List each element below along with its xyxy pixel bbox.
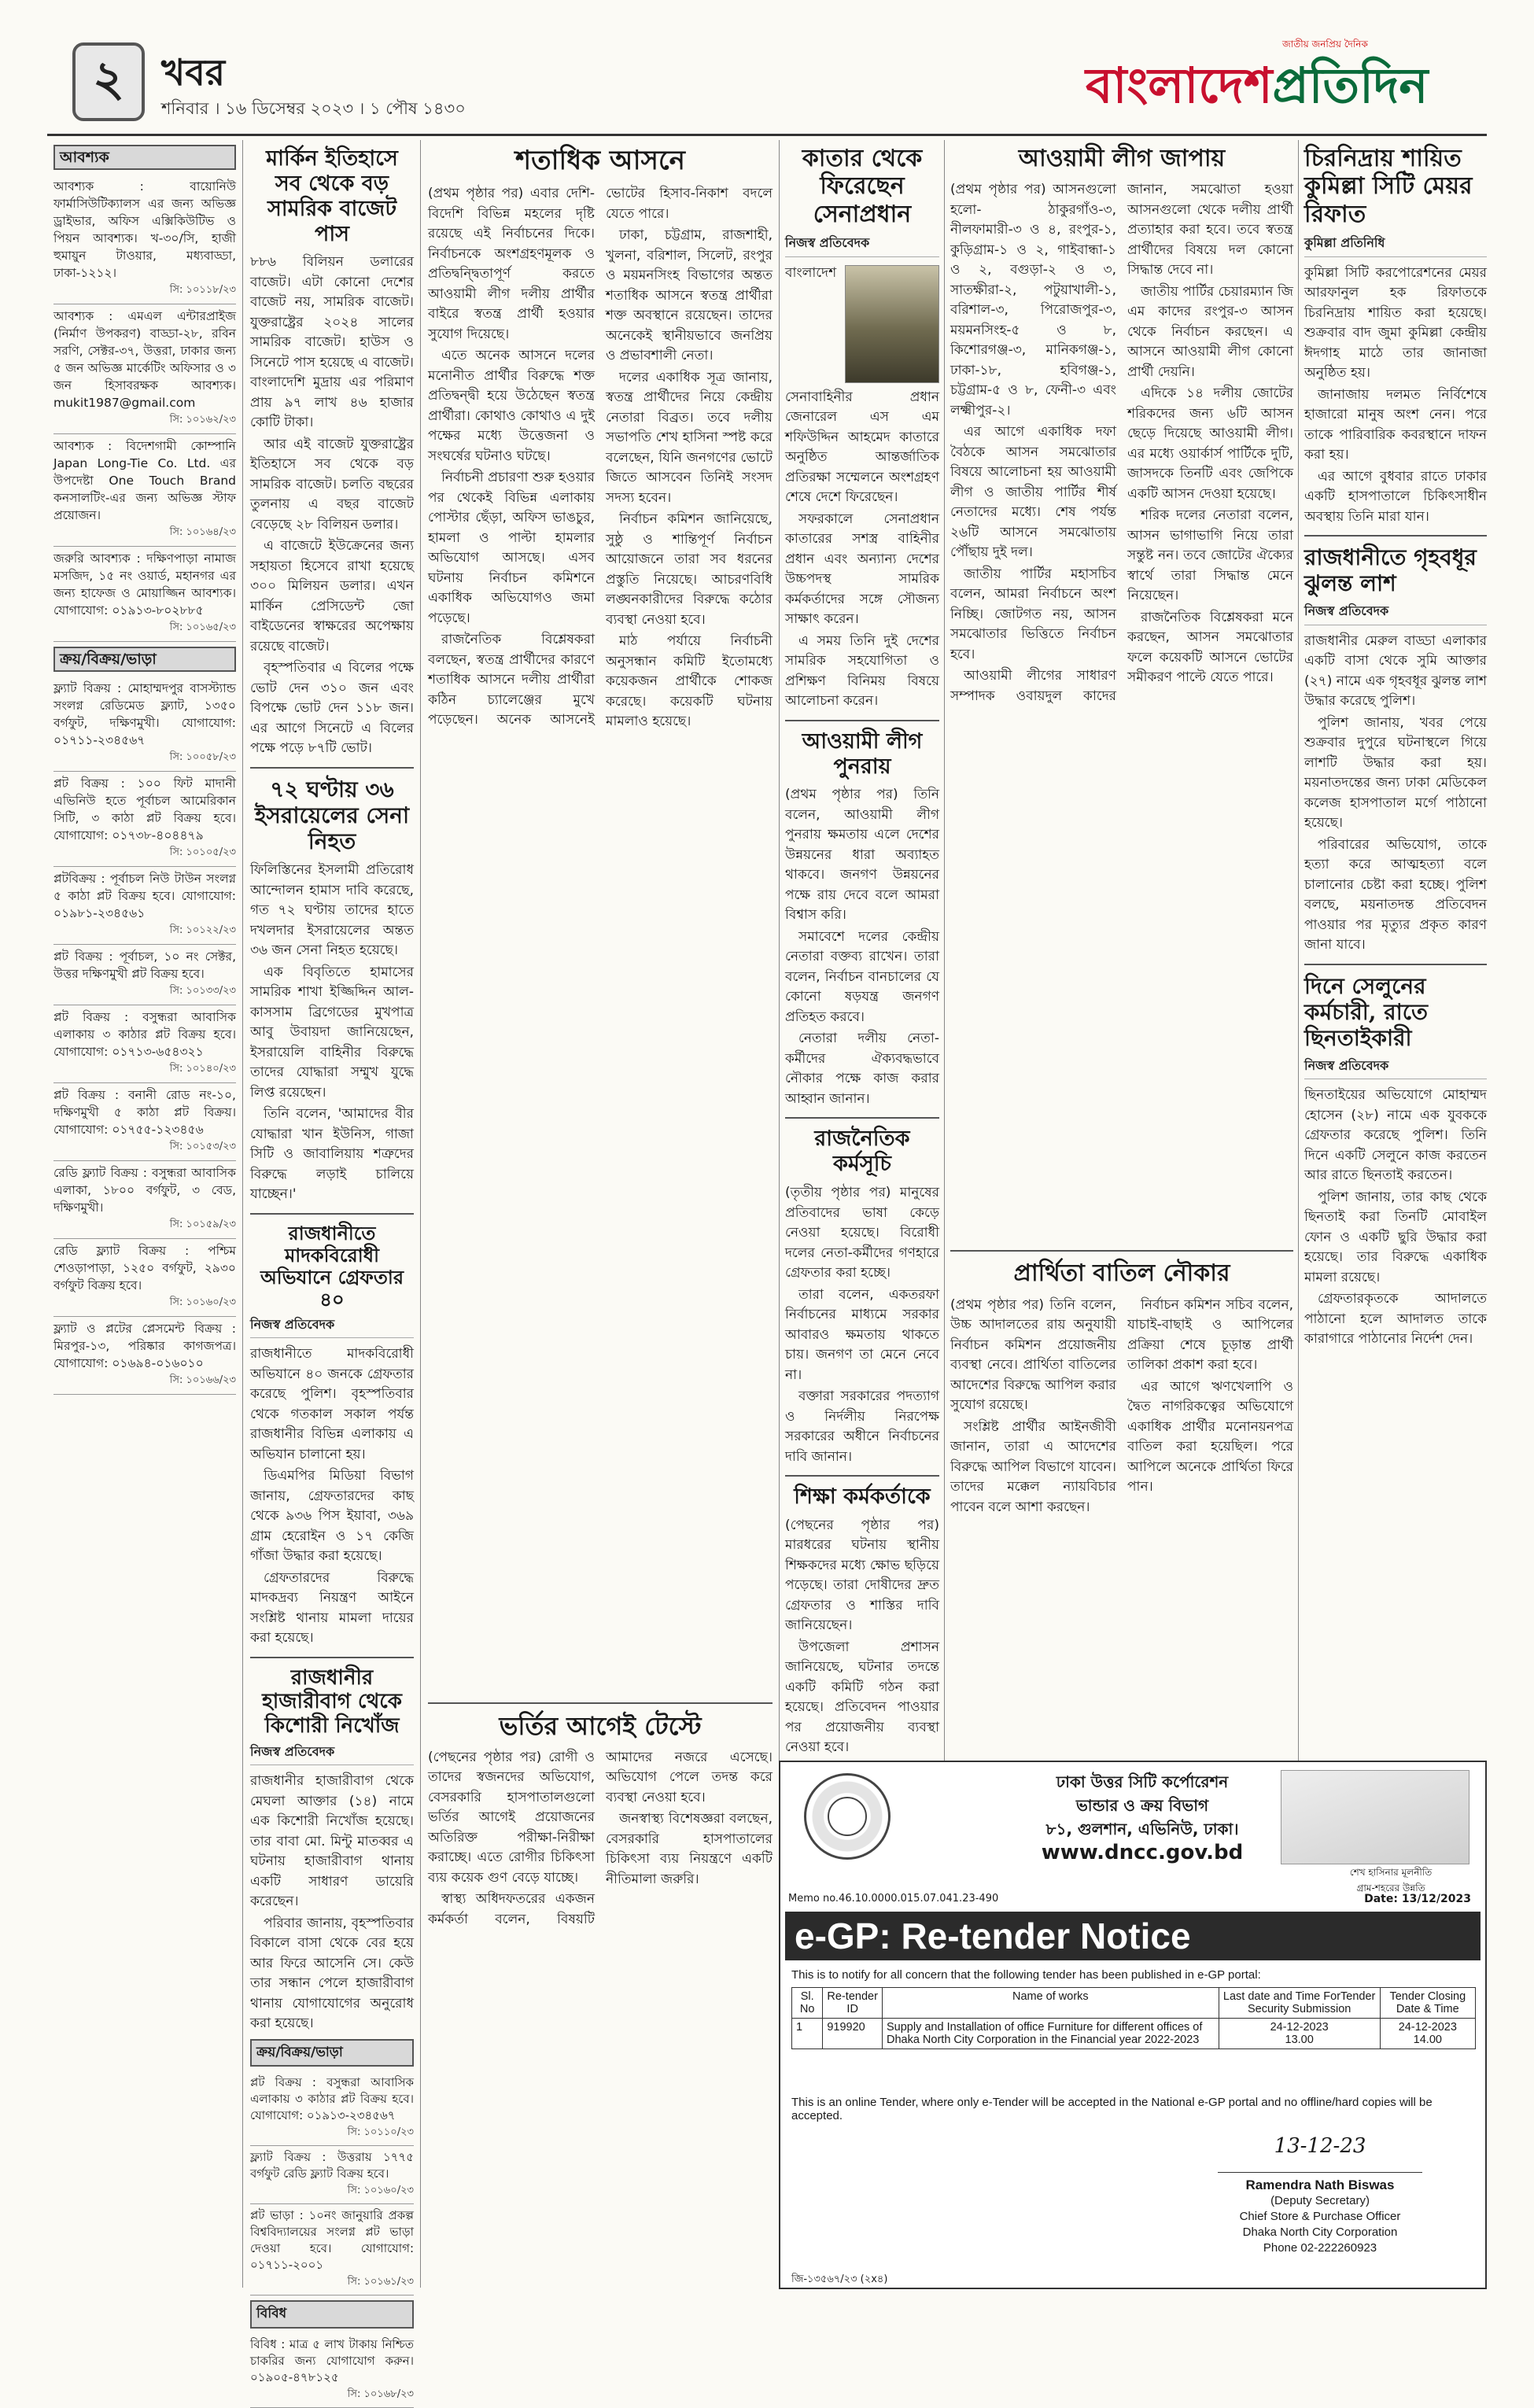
article-paragraph: (প্রথম পৃষ্ঠার পর) তিনি বলেন, আওয়ামী লীগ পুনরায় ক্ষমতায় এলে দেশের উন্নয়নের ধারা অব্যাহত থাকবে। জনগণ উন্নয়নের পক্ষে রায় দেবে বলে আমরা বিশ্বাস করি। bbox=[785, 787, 939, 924]
notice-date: Date: 13/12/2023 bbox=[1364, 1893, 1471, 1905]
classified-ad bbox=[250, 2204, 414, 2296]
section-title: খবর bbox=[161, 51, 226, 94]
classified-code: সি: ১০১২২/২৩ bbox=[169, 924, 236, 936]
tender-title: e-GP: Re-tender Notice bbox=[785, 1912, 1481, 1960]
classified-ad bbox=[53, 1317, 236, 1395]
classified-code: সি: ১০০৫৮/২৩ bbox=[169, 751, 236, 763]
article-paragraph: নির্বাচন কমিশন জানিয়েছে, সুষ্ঠু ও শান্তিপূর্ণ নির্বাচন আয়োজনে তারা সব ধরনের প্রস্তুতি নিয়েছে। আচরণবিধি লঙ্ঘনকারীদের বিরুদ্ধে কঠোর ব্যবস্থা নেওয়া হবে। bbox=[606, 511, 773, 628]
classified-code: সি: ১০১৬০/২৩ bbox=[347, 2185, 414, 2197]
article-body bbox=[250, 1772, 414, 2034]
divider bbox=[250, 1213, 414, 1215]
ad-reference: জি-১৩৫৬৭/২৩ (২x৪) bbox=[791, 2273, 888, 2285]
classified-text: প্লটবিক্রয় : পূর্বাচল নিউ টাউন সংলগ্ন ৫ কাঠা প্লট বিক্রয় হবে। যোগাযোগ: ০১৯৮১-২৩৪৫৬১ bbox=[53, 872, 236, 920]
article-paragraph: কুমিল্লা সিটি করপোরেশনের মেয়র আরফানুল হক রিফাতকে চিরনিদ্রায় শায়িত করা হয়েছে। শুক্রবার বাদ জুমা কুমিল্লা কেন্দ্রীয় ঈদগাহ মাঠে তার জানাজা অনুষ্ঠিত হয়। bbox=[1304, 264, 1487, 382]
classified-code: সি: ১০১৬৮/২৩ bbox=[347, 2388, 414, 2400]
tender-intro: This is to notify for all concern that the following tender has been published in e-GP portal: bbox=[791, 1968, 1261, 1982]
article-paragraph: স্বাস্থ্য অধিদফতরের একজন কর্মকর্তা বলেন, বিষয়টি আমাদের নজরে এসেছে। অভিযোগ পেলে তদন্ত করে ব্যবস্থা নেওয়া হবে। bbox=[428, 1749, 773, 1927]
article-paragraph: সমাবেশে দলের কেন্দ্রীয় নেতারা বক্তব্য রাখেন। তারা বলেন, নির্বাচন বানচালের যে কোনো ষড়যন্ত্র জনগণ প্রতিহত করবে। bbox=[785, 928, 939, 1025]
article-paragraph: গ্রেফতারদের বিরুদ্ধে মাদকদ্রব্য নিয়ন্ত্রণ আইনে সংশ্লিষ্ট থানায় মামলা দায়ের করা হয়েছে। bbox=[250, 1569, 414, 1647]
tender-column-header: Last date and Time ForTender Security Submission bbox=[1219, 1988, 1380, 2019]
article-body bbox=[1304, 632, 1487, 956]
column-divider bbox=[1298, 140, 1299, 1761]
org-name: ঢাকা উত্তর সিটি কর্পোরেশন bbox=[1056, 1772, 1229, 1791]
article-body bbox=[250, 253, 414, 759]
classified-text: রেডি ফ্ল্যাট বিক্রয় : পশ্চিম শেওড়াপাড়া, ১২৫০ বর্গফুট, ২৯৩০ বর্গফুট বিক্রয় হবে। bbox=[53, 1244, 236, 1293]
article-body bbox=[785, 785, 939, 1109]
classified-text: প্লট বিক্রয় : পূর্বাচল, ১০ নং সেক্টর, উত্তর দক্ষিণমুখী প্লট বিক্রয় হবে। bbox=[53, 950, 236, 981]
article-paragraph: রাজনৈতিক বিশ্লেষকরা বলছেন, স্বতন্ত্র প্রার্থীদের কারণে শতাধিক আসনে দলীয় প্রার্থীরা কঠিন চ্যালেঞ্জের মুখে পড়েছেন। অনেক আসনেই ভোটের হিসাব-নিকাশ বদলে যেতে পারে। bbox=[428, 186, 773, 728]
article-paragraph: এদিকে ১৪ দলীয় জোটের শরিকদের জন্য ৬টি আসন ছেড়ে দিয়েছে আওয়ামী লীগ। এর মধ্যে ওয়ার্কার্স পার্টিকে দুটি, জাসদকে তিনটি এবং জেপিকে একটি আসন দেওয়া হয়েছে। bbox=[1127, 385, 1293, 502]
classified-ad bbox=[53, 1161, 236, 1239]
divider bbox=[250, 767, 414, 769]
article-paragraph: জাতীয় পার্টির মহাসচিব বলেন, আমরা নির্বাচনে অংশ নিচ্ছি। জোটগত নয়, আসন সমঝোতার ভিত্তিতে নির্বাচন হবে। bbox=[950, 566, 1116, 662]
classified-code: সি: ১০১৬৪/২৩ bbox=[169, 526, 236, 538]
pm-photo bbox=[1281, 1770, 1469, 1864]
signature-block bbox=[1186, 2134, 1454, 2256]
classified-text: ফ্ল্যাট ও প্লটের প্লেসমেন্ট বিক্রয় : মিরপুর-১৩, পরিষ্কার কাগজপত্র। যোগাযোগ: ০১৬৯৪-০১৬০১০ bbox=[53, 1322, 236, 1370]
tender-column-header: Tender Closing Date & Time bbox=[1380, 1988, 1475, 2019]
dncc-seal-icon bbox=[804, 1773, 891, 1860]
brand-name-part2: প্রতিদিন bbox=[1272, 57, 1429, 114]
column-6 bbox=[1304, 140, 1487, 1761]
article-paragraph: বৃহস্পতিবার এ বিলের পক্ষে ভোট দেন ৩১০ জন এবং বিপক্ষে ভোট দেন ১১৮ জন। এর আগে সিনেটে এ বিলের পক্ষে পড়ে ৮৭টি ভোট। bbox=[250, 660, 414, 757]
article-body bbox=[785, 1183, 939, 1467]
article-paragraph: রাজনৈতিক বিশ্লেষকরা মনে করছেন, আসন সমঝোতার ফলে কয়েকটি আসনে ভোটের সমীকরণ পাল্টে যেতে পারে। bbox=[1127, 609, 1293, 686]
divider bbox=[950, 1250, 1293, 1252]
signer-title: Chief Store & Purchase Officer bbox=[1239, 2210, 1401, 2223]
divider bbox=[1304, 535, 1487, 537]
signature: 13-12-23 bbox=[1218, 2138, 1422, 2173]
article-paragraph: রাজধানীতে মাদকবিরোধী অভিযানে ৪০ জনকে গ্রেফতার করেছে পুলিশ। বৃহস্পতিবার থেকে গতকাল সকাল পর্যন্ত রাজধানীর বিভিন্ন এলাকায় এ অভিযান চালানো হয়। bbox=[250, 1346, 414, 1462]
article-paragraph: উপজেলা প্রশাসন জানিয়েছে, ঘটনার তদন্তে একটি কমিটি গঠন করা হয়েছে। প্রতিবেদন পাওয়ার পর প্রয়োজনীয় ব্যবস্থা নেওয়া হবে। bbox=[785, 1639, 939, 1756]
table-cell: Supply and Installation of office Furniture for different offices of Dhaka North City Corporation in the Financial year 2022-2023 bbox=[882, 2019, 1219, 2049]
table-cell: 24-12-2023 14.00 bbox=[1380, 2019, 1475, 2049]
headline-us-budget: মার্কিন ইতিহাসে সব থেকে বড় সামরিক বাজেট পাস bbox=[266, 146, 398, 246]
table-row bbox=[792, 2019, 1476, 2049]
org-address: ৮১, গুলশান, এভিনিউ, ঢাকা। bbox=[1045, 1820, 1239, 1838]
article-paragraph: জাতীয় পার্টির চেয়ারম্যান জি এম কাদের রংপুর-৩ আসন থেকে নির্বাচন করছেন। এ আসনে আওয়ামী লীগ কোনো প্রার্থী দেয়নি। bbox=[1127, 283, 1293, 380]
headline-army-chief: কাতার থেকে ফিরেছেন সেনাপ্রধান bbox=[802, 145, 923, 228]
column-4 bbox=[785, 140, 939, 1761]
classified-code: সি: ১০১১০/২৩ bbox=[347, 2126, 414, 2139]
classified-code: সি: ১০১৫৩/২৩ bbox=[169, 1141, 236, 1152]
tender-column-header: Re-tender ID bbox=[823, 1988, 883, 2019]
article-paragraph: এক বিবৃতিতে হামাসের সামরিক শাখা ইজ্জিদ্দিন আল-কাসসাম ব্রিগেডের মুখপাত্র আবু উবায়দা জানিয়েছেন, ইসরায়েলি বাহিনীর বিরুদ্ধে তাদের যোদ্ধারা সম্মুখ যুদ্ধে লিপ্ত রয়েছেন। bbox=[250, 964, 414, 1101]
column-divider bbox=[944, 140, 945, 1761]
classified-text: ফ্ল্যাট বিক্রয় : উত্তরায় ১৭৭৫ বর্গফুট রেডি ফ্ল্যাট বিক্রয় হবে। bbox=[250, 2150, 414, 2181]
classified-ad bbox=[250, 2333, 414, 2408]
classified-code: সি: ১০১৬০/২৩ bbox=[169, 1296, 236, 1308]
article-paragraph: তিনি বলেন, 'আমাদের বীর যোদ্ধারা খান ইউনিস, গাজা সিটি ও জাবালিয়ায় শত্রুদের বিরুদ্ধে লড়াই চালিয়ে যাচ্ছেন।' bbox=[250, 1106, 414, 1203]
article-body bbox=[250, 861, 414, 1205]
article-paragraph: (পেছনের পৃষ্ঠার পর) রোগী ও তাদের স্বজনদের অভিযোগ, বেসরকারি হাসপাতালগুলো ভর্তির আগেই প্রয়োজনের অতিরিক্ত পরীক্ষা-নিরীক্ষা করাচ্ছে। এতে রোগীর চিকিৎসা ব্যয় কয়েক গুণ বেড়ে যাচ্ছে। bbox=[428, 1749, 595, 1886]
article-paragraph: গ্রেফতারকৃতকে আদালতে পাঠানো হলে আদালত তাকে কারাগারে পাঠানোর নির্দেশ দেন। bbox=[1304, 1291, 1487, 1348]
classified-ad bbox=[53, 677, 236, 772]
article-paragraph: ৮৮৬ বিলিয়ন ডলারের বাজেট। এটা কোনো দেশের বাজেট নয়, সামরিক বাজেট। যুক্তরাষ্ট্রের ২০২৪ সালের সামরিক বাজেট। হাউস ও সিনেটে পাস হয়েছে এ বাজেট। বাংলাদেশি মুদ্রায় এর পরিমাণ প্রায় ৯৭ লাখ ৪৬ হাজার কোটি টাকা। bbox=[250, 254, 414, 431]
article-paragraph: (পেছনের পৃষ্ঠার পর) মারধরের ঘটনায় স্থানীয় শিক্ষকদের মধ্যে ক্ষোভ ছড়িয়ে পড়েছে। তারা দোষীদের দ্রুত গ্রেফতার ও শাস্তির দাবি জানিয়েছেন। bbox=[785, 1517, 939, 1634]
headline-comilla-mayor: চিরনিদ্রায় শায়িত কুমিল্লা সিটি মেয়র রিফাত bbox=[1304, 145, 1473, 228]
classifieds-column bbox=[53, 140, 236, 2288]
headline-education-officer: শিক্ষা কর্মকর্তাকে bbox=[794, 1484, 931, 1510]
article-body bbox=[428, 184, 773, 1694]
article-paragraph: নির্বাচনী প্রচারণা শুরু হওয়ার পর থেকেই বিভিন্ন এলাকায় পোস্টার ছেঁড়া, অফিস ভাঙচুর, হামলা ও পাল্টা হামলার অভিযোগ আসছে। এসব ঘটনায় নির্বাচন কমিশনে একাধিক অভিযোগও জমা পড়েছে। bbox=[428, 470, 595, 626]
headline-missing-girl: রাজধানীর হাজারীবাগ থেকে কিশোরী নিখোঁজ bbox=[262, 1665, 402, 1739]
divider bbox=[428, 1702, 773, 1704]
classified-text: আবশ্যক : বিদেশগামী কোম্পানি Japan Long-Tie Co. Ltd. এর উপদেষ্টা One Touch Brand কনসালটিং-এর জন্য অভিজ্ঞ স্টাফ প্রয়োজন। bbox=[53, 439, 236, 522]
classified-text: আবশ্যক : এমএল এন্টারপ্রাইজ (নির্মাণ উপকরণ) বাড্ডা-২৮, রবিন সরণি, সেক্টর-৩৭, উত্তরা, ঢাকার জন্য ৫ জন অভিজ্ঞ মার্কেটিং অফিসার ও ৩ জন হিসাবরক্ষক আবশ্যক। mukit1987@gmail.com bbox=[53, 309, 236, 410]
org-department: ভান্ডার ও ক্রয় বিভাগ bbox=[1075, 1796, 1209, 1815]
signer-phone: Phone 02-222260923 bbox=[1263, 2241, 1377, 2255]
headline-candidacy-cancelled: প্রার্থিতা বাতিল নৌকার bbox=[1013, 1259, 1230, 1288]
classified-text: প্লট ভাড়া : ১০নং জানুয়ারি প্রকল্প বিশ্ববিদ্যালয়ের সংলগ্ন প্লট ভাড়া দেওয়া হবে। যোগাযোগ: ০১৭১১-২০০১ bbox=[250, 2208, 414, 2273]
tender-org-block bbox=[977, 1770, 1307, 1864]
classified-ad bbox=[53, 772, 236, 867]
classified-ad bbox=[53, 1083, 236, 1161]
article-body bbox=[950, 180, 1293, 1242]
divider bbox=[1304, 964, 1487, 965]
article-paragraph: তারা বলেন, একতরফা নির্বাচনের মাধ্যমে সরকার আবারও ক্ষমতায় থাকতে চায়। জনগণ তা মেনে নেবে না। bbox=[785, 1286, 939, 1383]
signer-org: Dhaka North City Corporation bbox=[1242, 2225, 1398, 2239]
article-paragraph: এর আগে ঋণখেলাপি ও দ্বৈত নাগরিকত্বের অভিযোগে একাধিক প্রার্থীর মনোনয়নপত্র বাতিল করা হয়েছিল। পরে আপিলে অনেকে প্রার্থিতা ফিরে পান। bbox=[1127, 1378, 1293, 1495]
tender-table bbox=[791, 1987, 1476, 2049]
classified-code: সি: ১০১৬২/২৩ bbox=[169, 414, 236, 426]
brand-name bbox=[1086, 49, 1428, 130]
divider bbox=[250, 1657, 414, 1658]
article-paragraph: জনস্বাস্থ্য বিশেষজ্ঞরা বলছেন, বেসরকারি হাসপাতালের চিকিৎসা ব্যয় নিয়ন্ত্রণে একটি নীতিমালা জরুরি। bbox=[606, 1811, 773, 1887]
brand-name-part1: বাংলাদেশ bbox=[1086, 57, 1273, 114]
byline: নিজস্ব প্রতিবেদক bbox=[250, 1742, 414, 1766]
article-paragraph: আর এই বাজেট যুক্তরাষ্ট্রের ইতিহাসে সব থেকে বড় সামরিক বাজেট। চলতি বছরের তুলনায় এ বছর বাজেট বেড়েছে ২৮ বিলিয়ন ডলার। bbox=[250, 436, 414, 533]
headline-awami-league-jatiya-party: আওয়ামী লীগ জাপায় bbox=[1018, 145, 1226, 172]
column-3 bbox=[428, 140, 773, 2288]
classified-text: বিবিধ : মাত্র ৫ লাখ টাকায় নিশ্চিত চাকরির জন্য যোগাযোগ করুন। ০১৯০৫-৪৭৮১২৫ bbox=[250, 2336, 414, 2384]
tender-column-header: Sl. No bbox=[792, 1988, 823, 2019]
page-number: ২ bbox=[72, 42, 145, 121]
classified-code: সি: ১০১৩৩/২৩ bbox=[169, 985, 236, 997]
headline-housewife-body: রাজধানীতে গৃহবধূর ঝুলন্ত লাশ bbox=[1304, 544, 1477, 597]
divider bbox=[785, 720, 939, 721]
article-paragraph: সংশ্লিষ্ট প্রার্থীর আইনজীবী জানান, তারা এ আদেশের বিরুদ্ধে আপিল বিভাগে যাবেন। তাদের মক্কেল ন্যায়বিচার পাবেন বলে আশা করছেন। bbox=[950, 1418, 1116, 1515]
classified-ad bbox=[53, 434, 236, 547]
classified-ad bbox=[53, 175, 236, 304]
classified-text: জরুরি আবশ্যক : দক্ষিণপাড়া নামাজ মসজিদ, ১৫ নং ওয়ার্ড, মহানগর এর জন্য হাফেজ ও মোয়াজ্জিন আবশ্যক। যোগাযোগ: ০১৯১৩-৮০২৮৮৫ bbox=[53, 551, 236, 618]
tender-note: This is an online Tender, where only e-Tender will be accepted in the National e-GP portal and no offline/hard copies will be accepted. bbox=[791, 2096, 1433, 2122]
classified-code: সি: ১০১৬৬/২৩ bbox=[169, 1374, 236, 1386]
classified-text: প্লট বিক্রয় : ১০০ ফিট মাদানী এভিনিউ হতে পূর্বাচল আমেরিকান সিটি, ৩ কাঠা প্লট বিক্রয় হবে। যোগাযোগ: ০১৭৩৮-৪০৪৪৭৯ bbox=[53, 776, 236, 843]
dateline: শনিবার । ১৬ ডিসেম্বর ২০২৩ । ১ পৌষ ১৪৩০ bbox=[161, 99, 466, 118]
memo-number: Memo no.46.10.0000.015.07.041.23-490 bbox=[788, 1893, 999, 1905]
column-divider bbox=[242, 140, 243, 2288]
article-paragraph: রাজধানীর মেরুল বাড্ডা এলাকার একটি বাসা থেকে সুমি আক্তার (২৭) নামে এক গৃহবধূর ঝুলন্ত লাশ উদ্ধার করেছে পুলিশ। bbox=[1304, 632, 1487, 710]
classified-ad bbox=[250, 2071, 414, 2146]
tender-notice bbox=[779, 1761, 1487, 2289]
signer-name: Ramendra Nath Biswas bbox=[1245, 2178, 1395, 2192]
classified-heading: আবশ্যক bbox=[53, 145, 236, 170]
article-paragraph: দলের একাধিক সূত্র জানায়, স্বতন্ত্র প্রার্থীদের নিয়ে কেন্দ্রীয় নেতারা বিব্রত। তবে দলীয় সভাপতি শেখ হাসিনা স্পষ্ট করে বলেছেন, যিনি জনগণের ভোটে জিতে আসবেন তিনিই সংসদ সদস্য হবেন। bbox=[606, 369, 773, 506]
article-body bbox=[428, 1748, 773, 1930]
byline: নিজস্ব প্রতিবেদক bbox=[1304, 601, 1487, 625]
article-paragraph: (প্রথম পৃষ্ঠার পর) এবার দেশি-বিদেশি বিভিন্ন মহলের দৃষ্টি রয়েছে এই নির্বাচনের দিকে। নির্বাচনকে অংশগ্রহণমূলক ও প্রতিদ্বন্দ্বিতাপূর্ণ করতে আওয়ামী লীগ দলীয় প্রার্থীর বাইরে স্বতন্ত্র প্রার্থী হওয়ার সুযোগ দিয়েছে। bbox=[428, 186, 595, 342]
article-paragraph: নেতারা দলীয় নেতা-কর্মীদের ঐক্যবদ্ধভাবে নৌকার পক্ষে কাজ করার আহ্বান জানান। bbox=[785, 1031, 939, 1107]
classified-heading: ক্রয়/বিক্রয়/ভাড়া bbox=[53, 647, 236, 672]
classified-ad bbox=[53, 547, 236, 642]
classified-ad bbox=[53, 945, 236, 1005]
classified-code: সি: ১০১৪০/২৩ bbox=[169, 1063, 236, 1075]
article-paragraph: বাংলাদেশ সেনাবাহিনীর প্রধান জেনারেল এস এম শফিউদ্দিন আহমেদ কাতারে অনুষ্ঠিত আন্তর্জাতিক প্রতিরক্ষা সম্মেলনে অংশগ্রহণ শেষে দেশে ফিরেছেন। bbox=[785, 264, 939, 506]
classified-list bbox=[250, 2071, 414, 2296]
newspaper-logo bbox=[1086, 38, 1487, 124]
classified-text: প্লট বিক্রয় : বসুন্ধরা আবাসিক এলাকায় ৩ কাঠার প্লট বিক্রয় হবে। যোগাযোগ: ০১৭১৩-৬৫৪৩২১ bbox=[53, 1010, 236, 1059]
article-paragraph: (প্রথম পৃষ্ঠার পর) আসনগুলো হলো- ঠাকুরগাঁও-৩, নীলফামারী-৩ ও ৪, রংপুর-১, কুড়িগ্রাম-১ ও ২, গাইবান্ধা-১ ও ২, বগুড়া-২ ও ৩, সাতক্ষীরা-২, পটুয়াখালী-১, বরিশাল-৩, পিরোজপুর-৩, ময়মনসিংহ-৫ ও ৮, কিশোরগঞ্জ-৩, মানিকগঞ্জ-১, ঢাকা-১৮, হবিগঞ্জ-১, চট্টগ্রাম-৫ ও ৮, ফেনী-৩ এবং লক্ষ্মীপুর-২। bbox=[950, 182, 1116, 419]
column-divider bbox=[420, 140, 421, 2288]
classified-heading: ক্রয়/বিক্রয়/ভাড়া bbox=[250, 2039, 414, 2067]
divider bbox=[785, 1117, 939, 1119]
classified-ad bbox=[250, 2146, 414, 2204]
column-divider bbox=[779, 140, 780, 1761]
article-paragraph: পরিবারের অভিযোগ, তাকে হত্যা করে আত্মহত্যা বলে চালানোর চেষ্টা করা হচ্ছে। পুলিশ বলছে, ময়নাতদন্ত প্রতিবেদন পাওয়ার পর মৃত্যুর প্রকৃত কারণ জানা যাবে। bbox=[1304, 836, 1487, 953]
article-paragraph: আওয়ামী লীগের সাধারণ সম্পাদক ওবায়দুল কাদের জানান, সমঝোতা হওয়া আসনগুলো থেকে দলীয় প্রার্থী প্রত্যাহার করা হবে। তবে স্বতন্ত্র প্রার্থীদের বিষয়ে দল কোনো সিদ্ধান্ত দেবে না। bbox=[950, 182, 1293, 704]
headline-salon-worker: দিনে সেলুনের কর্মচারী, রাতে ছিনতাইকারী bbox=[1304, 972, 1429, 1051]
byline: নিজস্ব প্রতিবেদক bbox=[1304, 1056, 1487, 1080]
classified-text: ফ্ল্যাট বিক্রয় : মোহাম্মদপুর বাসস্ট্যান্ড সংলগ্ন রেডিমেড ফ্ল্যাট, ১৩৫০ বর্গফুট, দক্ষিণমুখী। যোগাযোগ: ০১৭১১-২৩৪৫৬৭ bbox=[53, 681, 236, 747]
byline: কুমিল্লা প্রতিনিধি bbox=[1304, 233, 1487, 257]
byline: নিজস্ব প্রতিবেদক bbox=[250, 1315, 414, 1339]
classified-code: সি: ১০১১৮/২৩ bbox=[169, 284, 236, 296]
signer-role: (Deputy Secretary) bbox=[1270, 2194, 1370, 2207]
classified-ad bbox=[53, 867, 236, 945]
article-paragraph: এর আগে বুধবার রাতে ঢাকার একটি হাসপাতালে চিকিৎসাধীন অবস্থায় তিনি মারা যান। bbox=[1304, 468, 1487, 525]
article-paragraph: ছিনতাইয়ের অভিযোগে মোহাম্মদ হোসেন (২৮) নামে এক যুবককে গ্রেফতার করেছে পুলিশ। তিনি দিনে একটি সেলুনে কাজ করতেন আর রাতে ছিনতাই করতেন। bbox=[1304, 1087, 1487, 1184]
article-paragraph: নির্বাচন কমিশন সচিব বলেন, যাচাই-বাছাই ও আপিলের প্রক্রিয়া শেষে চূড়ান্ত প্রার্থী তালিকা প্রকাশ করা হবে। bbox=[1127, 1296, 1293, 1374]
classified-ad bbox=[53, 304, 236, 434]
article-paragraph: এ বাজেটে ইউক্রেনের জন্য সহায়তা হিসেবে রাখা হয়েছে ৩০০ মিলিয়ন ডলার। এখন মার্কিন প্রেসিডেন্ট জো বাইডেনের স্বাক্ষরের অপেক্ষায় রয়েছে বাজেট। bbox=[250, 538, 414, 655]
article-paragraph: এতে অনেক আসনে দলের মনোনীত প্রার্থীর বিরুদ্ধে শক্ত প্রতিদ্বন্দ্বী হয়ে উঠেছেন স্বতন্ত্র প্রার্থীরা। কোথাও কোথাও এ দুই পক্ষের মধ্যে উত্তেজনা ও সংঘর্ষের ঘটনাও ঘটছে। bbox=[428, 348, 595, 464]
article-paragraph: ফিলিস্তিনের ইসলামী প্রতিরোধ আন্দোলন হামাস দাবি করেছে, গত ৭২ ঘণ্টায় তাদের হাতে দখলদার ইসরায়েলের অন্তত ৩৬ জন সেনা নিহত হয়েছে। bbox=[250, 862, 414, 959]
article-body bbox=[950, 1296, 1293, 1518]
classified-text: প্লট বিক্রয় : বনানী রোড নং-১০, দক্ষিণমুখী ৫ কাঠা প্লট বিক্রয়। যোগাযোগ: ০১৭৫৫-১২৩৪৫৬ bbox=[53, 1088, 236, 1137]
tender-column-header: Name of works bbox=[882, 1988, 1219, 2019]
headline-drug-raid: রাজধানীতে মাদকবিরোধী অভিযানে গ্রেফতার ৪০ bbox=[260, 1221, 404, 1311]
army-chief-photo bbox=[845, 265, 939, 383]
article-paragraph: বক্তারা সরকারের পদত্যাগ ও নির্দলীয় নিরপেক্ষ সরকারের অধীনে নির্বাচনের দাবি জানান। bbox=[785, 1388, 939, 1465]
article-body bbox=[250, 1344, 414, 1649]
headline-political-program: রাজনৈতিক কর্মসূচি bbox=[814, 1127, 910, 1177]
article-paragraph: সফরকালে সেনাপ্রধান কাতারের সশস্ত্র বাহিনীর প্রধান এবং অন্যান্য দেশের উচ্চপদস্থ সামরিক কর্মকর্তাদের সঙ্গে সৌজন্য সাক্ষাৎ করেন। bbox=[785, 511, 939, 628]
brand-tagline: জাতীয় জনপ্রিয় দৈনিক bbox=[1282, 39, 1368, 50]
classified-ad bbox=[53, 1005, 236, 1083]
classified-text: রেডি ফ্ল্যাট বিক্রয় : বসুন্ধরা আবাসিক এলাকা, ১৮০০ বর্গফুট, ৩ বেড, দক্ষিণমুখী। bbox=[53, 1166, 236, 1215]
article-paragraph: এ সময় তিনি দুই দেশের সামরিক সহযোগিতা ও প্রশিক্ষণ বিনিময় বিষয়ে আলোচনা করেন। bbox=[785, 632, 939, 710]
headline-israel-soldiers: ৭২ ঘণ্টায় ৩৬ ইসরায়েলের সেনা নিহত bbox=[254, 776, 410, 854]
classified-text: প্লট বিক্রয় : বসুন্ধরা আবাসিক এলাকায় ৩ কাঠার প্লট বিক্রয় হবে। যোগাযোগ: ০১৯১৩-২৩৪৫৬৭ bbox=[250, 2075, 414, 2123]
article-paragraph: পুলিশ জানায়, খবর পেয়ে শুক্রবার দুপুরে ঘটনাস্থলে গিয়ে লাশটি উদ্ধার করা হয়। ময়নাতদন্তের জন্য ঢাকা মেডিকেল কলেজ হাসপাতাল মর্গে পাঠানো হয়েছে। bbox=[1304, 714, 1487, 832]
article-paragraph: (প্রথম পৃষ্ঠার পর) তিনি বলেন, উচ্চ আদালতের রায় অনুযায়ী নির্বাচন কমিশন প্রয়োজনীয় ব্যবস্থা নেবে। প্রার্থিতা বাতিলের আদেশের বিরুদ্ধে আপিল করার সুযোগ রয়েছে। bbox=[950, 1296, 1116, 1414]
article-paragraph: এর আগে একাধিক দফা বৈঠকে আসন সমঝোতার বিষয়ে আলোচনা হয় আওয়ামী লীগ ও জাতীয় পার্টির শীর্ষ নেতাদের মধ্যে। শেষ পর্যন্ত ২৬টি আসনে সমঝোতায় পৌঁছায় দুই দল। bbox=[950, 424, 1116, 561]
classified-code: সি: ১০১০৫/২৩ bbox=[169, 846, 236, 858]
classified-code: সি: ১০১৫৯/২৩ bbox=[169, 1219, 236, 1230]
headline-awami-league-again: আওয়ামী লীগ পুনরায় bbox=[802, 728, 923, 779]
photo-caption: শেখ হাসিনার মূলনীতি গ্রাম-শহরের উন্নতি bbox=[1349, 1867, 1433, 1894]
classified-heading: বিবিধ bbox=[250, 2300, 414, 2329]
masthead-rule bbox=[47, 134, 1487, 136]
article-paragraph: (তৃতীয় পৃষ্ঠার পর) মানুষের প্রতিবাদের ভাষা কেড়ে নেওয়া হয়েছে। বিরোধী দলের নেতা-কর্মীদের গণহারে গ্রেফতার করা হচ্ছে। bbox=[785, 1185, 939, 1281]
article-paragraph: পুলিশ জানায়, তার কাছ থেকে ছিনতাই করা তিনটি মোবাইল ফোন ও একটি ছুরি উদ্ধার করা হয়েছে। তার বিরুদ্ধে একাধিক মামলা রয়েছে। bbox=[1304, 1189, 1487, 1285]
byline: নিজস্ব প্রতিবেদক bbox=[785, 233, 939, 257]
headline-tests-before-admission: ভর্তির আগেই টেস্টে bbox=[499, 1711, 702, 1742]
article-body bbox=[1304, 1086, 1487, 1350]
article-paragraph: মাঠ পর্যায়ে নির্বাচনী অনুসন্ধান কমিটি ইতোমধ্যে কয়েকজন প্রার্থীকে শোকজ করেছে। কয়েকটি ঘটনায় মামলাও হয়েছে। bbox=[606, 633, 773, 730]
column-2 bbox=[250, 140, 414, 2400]
table-cell: 1 bbox=[792, 2019, 823, 2049]
headline-hundred-seats: শতাধিক আসনে bbox=[515, 145, 685, 176]
divider bbox=[785, 1475, 939, 1477]
article-body bbox=[785, 1516, 939, 1758]
classified-code: সি: ১০১৬৫/২৩ bbox=[169, 621, 236, 633]
article-body bbox=[1304, 264, 1487, 528]
article-paragraph: পরিবার জানায়, বৃহস্পতিবার বিকালে বাসা থেকে বের হয়ে আর ফিরে আসেনি সে। কেউ তার সন্ধান পেলে হাজারীবাগ থানায় যোগাযোগের অনুরোধ করা হয়েছে। bbox=[250, 1915, 414, 2032]
article-paragraph: রাজধানীর হাজারীবাগ থেকে মেঘলা আক্তার (১৪) নামে এক কিশোরী নিখোঁজ হয়েছে। তার বাবা মো. মিন্টু মাতব্বর এ ঘটনায় হাজারীবাগ থানায় একটি সাধারণ ডায়েরি করেছেন। bbox=[250, 1773, 414, 1910]
article-paragraph: শরিক দলের নেতারা বলেন, আসন ভাগাভাগি নিয়ে তারা সন্তুষ্ট নন। তবে জোটের ঐক্যের স্বার্থে তারা সিদ্ধান্ত মেনে নিয়েছেন। bbox=[1127, 507, 1293, 604]
classified-text: আবশ্যক : বায়োনিউ ফার্মাসিউটিক্যালস এর জন্য অভিজ্ঞ ড্রাইভার, অফিস এক্সিকিউটিভ ও পিয়ন আবশ্যক। খ-৩০/সি, হাজী হুমায়ুন টাওয়ার, মধ্যবাড্ডা, ঢাকা-১২১২। bbox=[53, 179, 236, 280]
article-paragraph: জানাজায় দলমত নির্বিশেষে হাজারো মানুষ অংশ নেন। পরে তাকে পারিবারিক কবরস্থানে দাফন করা হয়। bbox=[1304, 386, 1487, 463]
article-paragraph: ঢাকা, চট্টগ্রাম, রাজশাহী, খুলনা, বরিশাল, সিলেট, রংপুর ও ময়মনসিংহ বিভাগের অন্তত শতাধিক আসনে স্বতন্ত্র প্রার্থীরা শক্ত অবস্থানে রয়েছেন। তাদের অনেকেই স্থানীয়ভাবে জনপ্রিয় ও প্রভাবশালী নেতা। bbox=[606, 227, 773, 364]
org-website[interactable]: www.dncc.gov.bd bbox=[1041, 1841, 1244, 1864]
article-paragraph: ডিএমপির মিডিয়া বিভাগ জানায়, গ্রেফতারদের কাছ থেকে ৯৩৬ পিস ইয়াবা, ৩৬৯ গ্রাম হেরোইন ও ১৭ কেজি গাঁজা উদ্ধার করা হয়েছে। bbox=[250, 1468, 414, 1565]
table-cell: 24-12-2023 13.00 bbox=[1219, 2019, 1380, 2049]
table-cell: 919920 bbox=[823, 2019, 883, 2049]
column-5 bbox=[950, 140, 1293, 1761]
classified-code: সি: ১০১৬১/২৩ bbox=[347, 2276, 414, 2288]
classified-ad bbox=[53, 1239, 236, 1317]
